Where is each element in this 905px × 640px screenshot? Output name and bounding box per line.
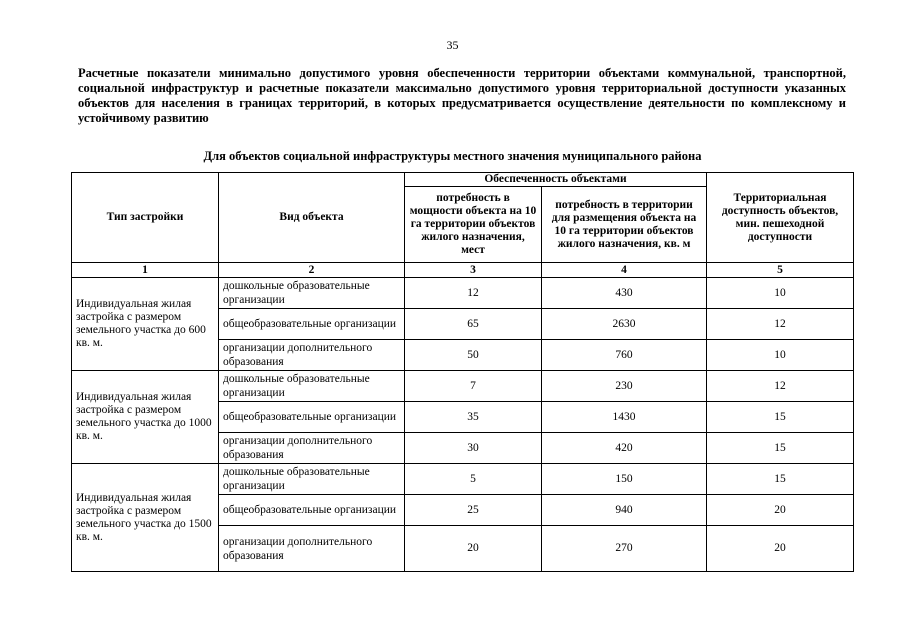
table-row	[72, 278, 854, 309]
accessibility-cell: 20	[707, 495, 854, 526]
capacity-cell: 30	[405, 433, 542, 464]
object-kind-cell: общеобразовательные организации	[219, 495, 405, 526]
area-cell: 230	[542, 371, 707, 402]
area-cell: 270	[542, 526, 707, 572]
building-type-cell: Индивидуальная жилая застройка с размером земельного участка до 1000 кв. м.	[72, 371, 219, 464]
building-type-cell: Индивидуальная жилая застройка с размером земельного участка до 600 кв. м.	[72, 278, 219, 371]
table-subtitle: Для объектов социальной инфраструктуры местного значения муниципального района	[203, 149, 702, 163]
accessibility-cell: 10	[707, 340, 854, 371]
header-area: потребность в территории для размещения объекта на 10 га территории объектов жилого назначения, кв. м	[542, 187, 707, 263]
header-object-kind: Вид объекта	[219, 173, 405, 263]
accessibility-cell: 15	[707, 464, 854, 495]
capacity-cell: 65	[405, 309, 542, 340]
indicators-table	[71, 172, 854, 572]
capacity-cell: 25	[405, 495, 542, 526]
area-cell: 760	[542, 340, 707, 371]
page-number: 35	[446, 38, 459, 52]
capacity-cell: 7	[405, 371, 542, 402]
area-cell: 940	[542, 495, 707, 526]
object-kind-cell: организации дополнительного образования	[219, 340, 405, 371]
capacity-cell: 12	[405, 278, 542, 309]
area-cell: 1430	[542, 402, 707, 433]
capacity-cell: 5	[405, 464, 542, 495]
capacity-cell: 35	[405, 402, 542, 433]
area-cell: 430	[542, 278, 707, 309]
column-number: 2	[219, 263, 405, 278]
area-cell: 420	[542, 433, 707, 464]
building-type-cell: Индивидуальная жилая застройка с размером земельного участка до 1500 кв. м.	[72, 464, 219, 572]
capacity-cell: 50	[405, 340, 542, 371]
object-kind-cell: дошкольные образовательные организации	[219, 464, 405, 495]
object-kind-cell: дошкольные образовательные организации	[219, 278, 405, 309]
accessibility-cell: 15	[707, 402, 854, 433]
table-row	[72, 371, 854, 402]
object-kind-cell: организации дополнительного образования	[219, 433, 405, 464]
capacity-cell: 20	[405, 526, 542, 572]
object-kind-cell: общеобразовательные организации	[219, 402, 405, 433]
object-kind-cell: дошкольные образовательные организации	[219, 371, 405, 402]
header-accessibility: Территориальная доступность объектов, мин. пешеходной доступности	[707, 173, 854, 263]
area-cell: 150	[542, 464, 707, 495]
header-capacity: потребность в мощности объекта на 10 га территории объектов жилого назначения, мест	[405, 187, 542, 263]
accessibility-cell: 20	[707, 526, 854, 572]
object-kind-cell: общеобразовательные организации	[219, 309, 405, 340]
accessibility-cell: 10	[707, 278, 854, 309]
object-kind-cell: организации дополнительного образования	[219, 526, 405, 572]
column-number: 4	[542, 263, 707, 278]
column-number: 5	[707, 263, 854, 278]
area-cell: 2630	[542, 309, 707, 340]
header-building-type: Тип застройки	[72, 173, 219, 263]
accessibility-cell: 12	[707, 371, 854, 402]
table-row	[72, 464, 854, 495]
document-heading: Расчетные показатели минимально допустимого уровня обеспеченности территории объектами коммунальной, транспортной, социальной инфраструктур и расчетные показатели максимально допустимого уровня территориальной доступности указанных объектов для населения в границах территорий, в которых предусматривается осуществление деятельности по комплексному и устойчивому развитию	[78, 66, 846, 125]
accessibility-cell: 12	[707, 309, 854, 340]
accessibility-cell: 15	[707, 433, 854, 464]
column-number: 1	[72, 263, 219, 278]
column-number: 3	[405, 263, 542, 278]
header-provision-group: Обеспеченность объектами	[405, 173, 707, 187]
